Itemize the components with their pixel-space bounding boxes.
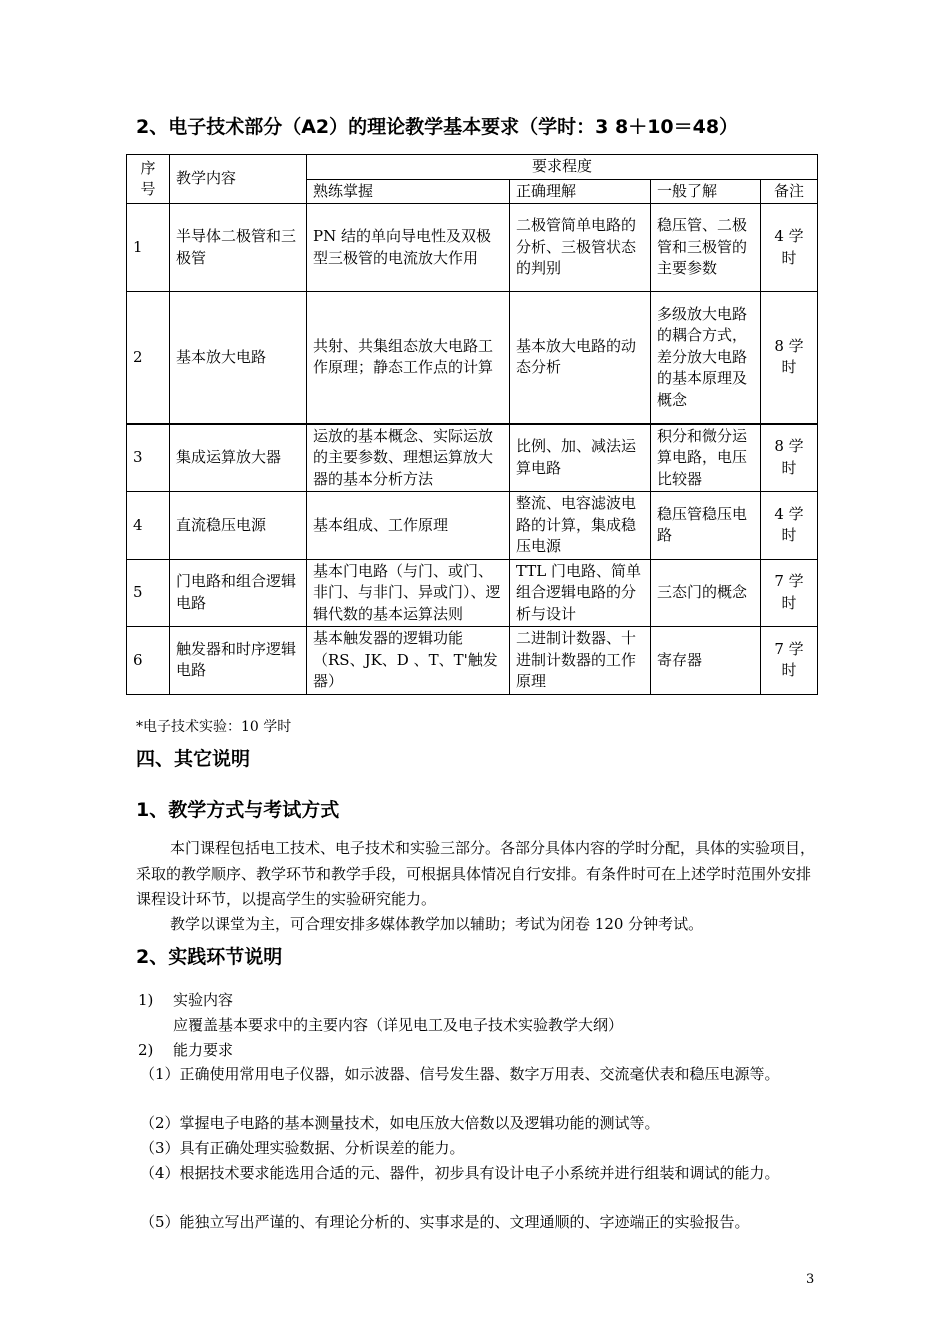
list-item-label: 实验内容 <box>173 991 234 1009</box>
row-mastery: PN 结的单向导电性及双极型三极管的电流放大作用 <box>307 204 510 292</box>
ability-item: （5）能独立写出严谨的、有理论分析的、实事求是的、文理通顺的、字迹端正的实验报告。 <box>140 1213 750 1231</box>
row-understand: 基本放大电路的动态分析 <box>510 292 651 424</box>
row-content: 集成运算放大器 <box>170 424 307 492</box>
row-mastery: 基本触发器的逻辑功能（RS、JK、D 、T、T'触发器） <box>307 627 510 695</box>
header-content: 教学内容 <box>170 155 307 204</box>
ability-item: （1）正确使用常用电子仪器，如示波器、信号发生器、数字万用表、交流毫伏表和稳压电源等。 <box>140 1065 780 1083</box>
row-mastery: 基本组成、工作原理 <box>307 492 510 560</box>
row-mastery: 运放的基本概念、实际运放的主要参数、理想运算放大器的基本分析方法 <box>307 424 510 492</box>
row-mastery: 共射、共集组态放大电路工作原理；静态工作点的计算 <box>307 292 510 424</box>
row-mastery: 基本门电路（与门、或门、非门、与非门、异或门）、逻辑代数的基本运算法则 <box>307 559 510 627</box>
list-number: 2) <box>138 1041 154 1059</box>
header-general: 一般了解 <box>651 179 761 204</box>
row-general: 稳压管、二极管和三极管的主要参数 <box>651 204 761 292</box>
row-seq: 5 <box>127 559 170 627</box>
list-item-text: 应覆盖基本要求中的主要内容（详见电工及电子技术实验教学大纲） <box>173 1016 624 1034</box>
row-understand: 二极管简单电路的分析、三极管状态的判别 <box>510 204 651 292</box>
row-content: 半导体二极管和三极管 <box>170 204 307 292</box>
row-general: 积分和微分运算电路，电压比较器 <box>651 424 761 492</box>
table-row <box>127 627 818 695</box>
header-mastery: 熟练掌握 <box>307 179 510 204</box>
row-understand: TTL 门电路、简单组合逻辑电路的分析与设计 <box>510 559 651 627</box>
table-row <box>127 204 818 292</box>
header-understand: 正确理解 <box>510 179 651 204</box>
section-four-title: 四、其它说明 <box>136 748 251 770</box>
row-seq: 6 <box>127 627 170 695</box>
row-content: 直流稳压电源 <box>170 492 307 560</box>
list-item-label: 能力要求 <box>173 1041 234 1059</box>
paragraph-exam: 教学以课堂为主，可合理安排多媒体教学加以辅助；考试为闭卷 120 分钟考试。 <box>170 915 704 933</box>
requirements-table <box>126 154 818 695</box>
row-seq: 4 <box>127 492 170 560</box>
row-seq: 2 <box>127 292 170 424</box>
row-remark: 4 学时 <box>761 492 818 560</box>
section-two-title: 2、实践环节说明 <box>136 946 283 968</box>
row-seq: 3 <box>127 424 170 492</box>
list-number: 1) <box>138 991 154 1009</box>
ability-item: （4）根据技术要求能选用合适的元、器件，初步具有设计电子小系统并进行组装和调试的能力。 <box>140 1164 780 1182</box>
header-seq: 序号 <box>127 155 170 204</box>
row-general: 稳压管稳压电路 <box>651 492 761 560</box>
row-general: 三态门的概念 <box>651 559 761 627</box>
row-understand: 整流、电容滤波电路的计算，集成稳压电源 <box>510 492 651 560</box>
table-header-row <box>127 155 818 180</box>
table-row <box>127 292 818 424</box>
table-row <box>127 492 818 560</box>
row-remark: 8 学时 <box>761 424 818 492</box>
row-remark: 7 学时 <box>761 627 818 695</box>
section-one-title: 1、教学方式与考试方式 <box>136 799 340 821</box>
row-general: 多级放大电路的耦合方式，差分放大电路的基本原理及概念 <box>651 292 761 424</box>
row-remark: 7 学时 <box>761 559 818 627</box>
row-content: 触发器和时序逻辑电路 <box>170 627 307 695</box>
header-level: 要求程度 <box>307 155 818 180</box>
row-general: 寄存器 <box>651 627 761 695</box>
row-content: 门电路和组合逻辑电路 <box>170 559 307 627</box>
row-remark: 8 学时 <box>761 292 818 424</box>
ability-item: （2）掌握电子电路的基本测量技术，如电压放大倍数以及逻辑功能的测试等。 <box>140 1114 660 1132</box>
row-remark: 4 学时 <box>761 204 818 292</box>
header-remark: 备注 <box>761 179 818 204</box>
lab-hours-note: *电子技术实验：10 学时 <box>136 719 292 735</box>
paragraph-course-structure: 本门课程包括电工技术、电子技术和实验三部分。各部分具体内容的学时分配，具体的实验项目，采取的教学顺序、教学环节和教学手段，可根据具体情况自行安排。有条件时可在上述学时范围外安排课程设计环节，以提高学生的实验研究能力。 <box>136 839 816 908</box>
row-content: 基本放大电路 <box>170 292 307 424</box>
page-number: 3 <box>806 1272 815 1287</box>
row-understand: 二进制计数器、十进制计数器的工作原理 <box>510 627 651 695</box>
section-a2-title: 2、电子技术部分（A2）的理论教学基本要求（学时：3 8＋10＝48） <box>136 116 739 138</box>
row-understand: 比例、加、减法运算电路 <box>510 424 651 492</box>
ability-item: （3）具有正确处理实验数据、分析误差的能力。 <box>140 1139 465 1157</box>
table-row <box>127 559 818 627</box>
table-row <box>127 424 818 492</box>
row-seq: 1 <box>127 204 170 292</box>
